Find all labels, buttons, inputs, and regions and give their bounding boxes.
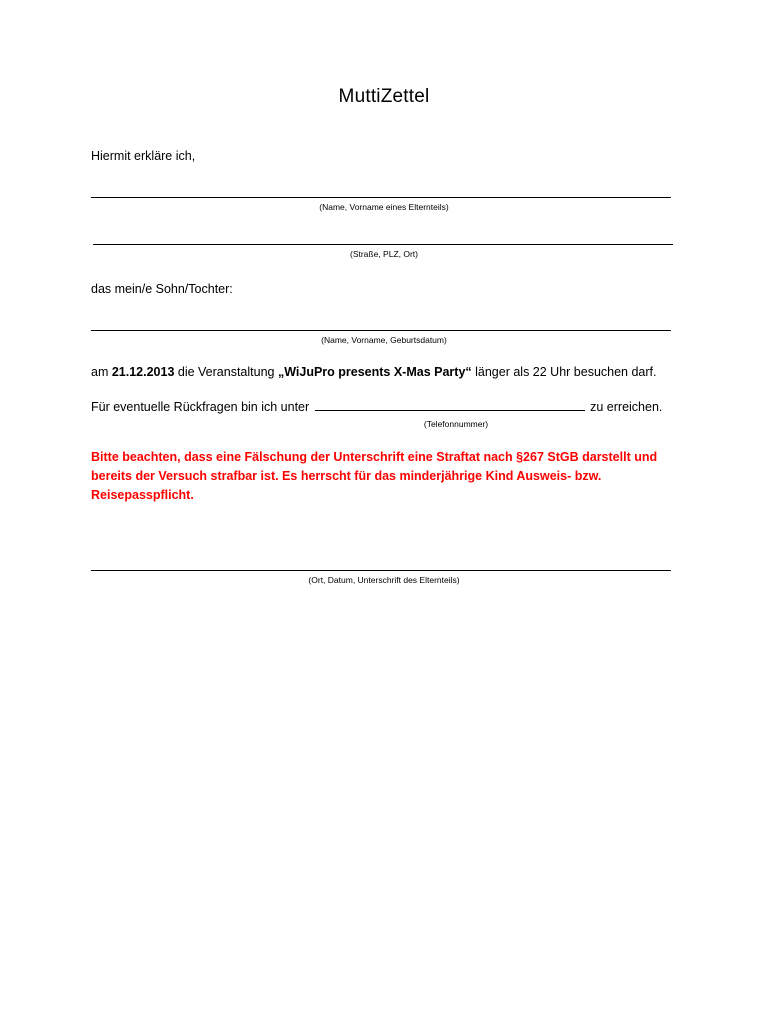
document-title: MuttiZettel xyxy=(338,86,430,107)
event-name: „WiJuPro presents X-Mas Party“ xyxy=(277,365,472,379)
phone-caption: (Telefonnummer) xyxy=(423,419,489,429)
event-sentence xyxy=(91,365,657,379)
address-line xyxy=(93,244,673,245)
event-suffix: länger als 22 Uhr besuchen darf. xyxy=(471,365,657,379)
child-line xyxy=(91,330,671,331)
phone-line xyxy=(315,400,585,411)
contact-suffix: zu erreichen. xyxy=(586,400,663,414)
event-middle: die Veranstaltung xyxy=(174,365,278,379)
legal-warning: Bitte beachten, dass eine Fälschung der Unterschrift eine Straftat nach §267 StGB darstellt und bereits der Versuch strafbar ist. Es herrscht für das minderjährige Kind Ausweis- bzw. Reisepasspflicht. xyxy=(91,450,658,502)
event-date: 21.12.2013 xyxy=(111,365,175,379)
signature-line xyxy=(91,570,671,571)
parent-name-caption: (Name, Vorname eines Elternteils) xyxy=(319,202,449,212)
event-prefix: am xyxy=(91,365,112,379)
intro-text: Hiermit erkläre ich, xyxy=(91,149,196,163)
child-intro-text: das mein/e Sohn/Tochter: xyxy=(91,282,233,296)
address-caption: (Straße, PLZ, Ort) xyxy=(349,249,418,259)
parent-name-line xyxy=(91,197,671,198)
contact-sentence xyxy=(91,400,662,414)
child-caption: (Name, Vorname, Geburtsdatum) xyxy=(321,335,447,345)
signature-caption: (Ort, Datum, Unterschrift des Elternteils) xyxy=(308,575,460,585)
contact-prefix: Für eventuelle Rückfragen bin ich unter xyxy=(91,400,313,414)
